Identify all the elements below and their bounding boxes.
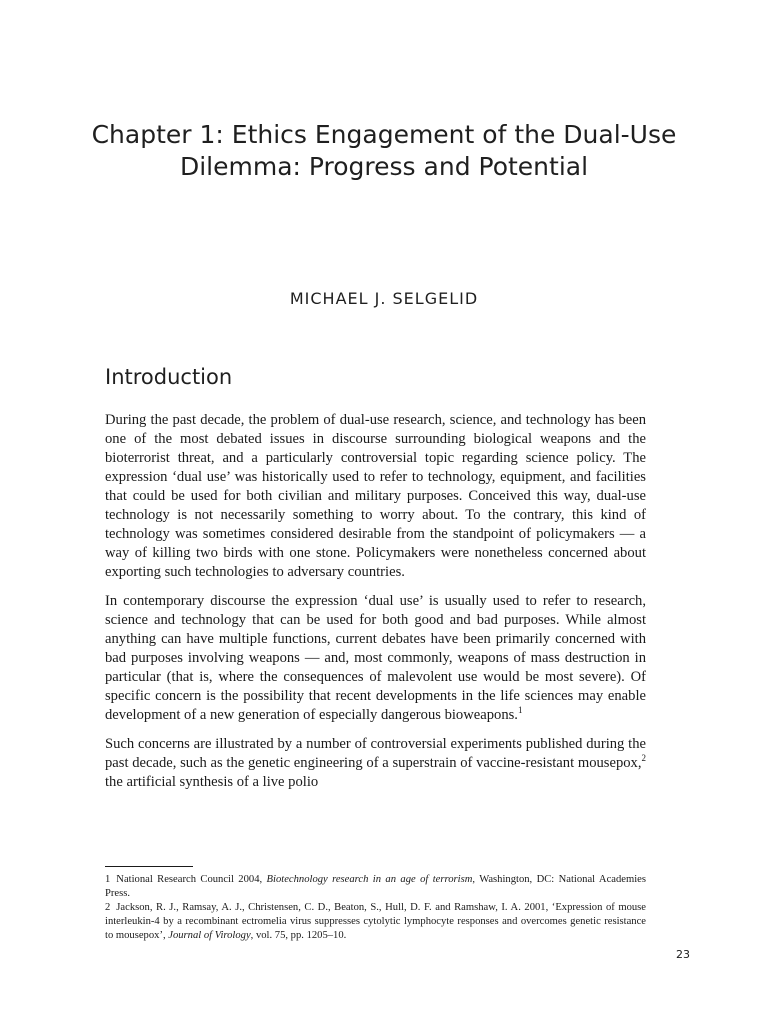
footnote-divider: [105, 866, 193, 867]
footnote: [105, 873, 646, 901]
footnote-text: Jackson, R. J., Ramsay, A. J., Christensen, C. D., Beaton, S., Hull, D. F. and Ramshaw, I. A. 2001, ‘Expression of mouse interleukin-4 by a recombinant ectromelia virus suppresses cytolytic lymphocyte responses and overcomes genetic resistance to mousepox’,: [105, 902, 646, 941]
footnote-number: 1: [105, 874, 111, 885]
footnotes: [105, 873, 646, 943]
footnote: [105, 901, 646, 943]
footnote-reference[interactable]: 2: [641, 753, 646, 764]
footnote-text: , Washington, DC: National Academies Press.: [105, 874, 646, 899]
footnote-title: Journal of Virology: [168, 930, 251, 941]
footnote-text: National Research Council 2004,: [116, 874, 267, 885]
body-text: [105, 411, 646, 802]
paragraph-text: Such concerns are illustrated by a number of controversial experiments published during the past decade, such as the genetic engineering of a superstrain of vaccine-resistant mousepox,: [105, 736, 646, 771]
paragraph-text: During the past decade, the problem of dual-use research, science, and technology has been one of the most debated issues in discourse surrounding biological weapons and the bioterrorist threat, and a particularly controversial topic regarding science policy. The expression ‘dual use’ was historically used to refer to technology, equipment, and facilities that could be used for both civilian and military purposes. Conceived this way, dual-use technology is not necessarily something to worry about. To the contrary, this kind of technology was sometimes considered desirable from the standpoint of policymakers — a way of killing two birds with one stone. Policymakers were nonetheless concerned about exporting such technologies to adversary countries.: [105, 412, 646, 580]
paragraph-text: In contemporary discourse the expression ‘dual use’ is usually used to refer to research, science and technology that can be used for both good and bad purposes. While almost anything can have multiple functions, current debates have been primarily concerned with bad purposes involving weapons — and, most commonly, weapons of mass destruction in particular (that is, where the consequences of malevolent use would be most severe). Of specific concern is the possibility that recent developments in the life sciences may enable development of a new generation of especially dangerous bioweapons.: [105, 593, 646, 723]
chapter-title: Chapter 1: Ethics Engagement of the Dual-Use Dilemma: Progress and Potential: [91, 120, 677, 181]
footnote-text: , vol. 75, pp. 1205–10.: [250, 930, 347, 941]
footnote-reference[interactable]: 1: [517, 705, 523, 716]
paragraph-text: the artificial synthesis of a live polio: [105, 774, 319, 790]
footnote-title: Biotechnology research in an age of terrorism: [266, 874, 473, 885]
page-number: 23: [676, 948, 690, 961]
section-heading: Introduction: [105, 365, 233, 389]
footnote-number: 2: [105, 902, 111, 913]
author-name: MICHAEL J. SELGELID: [289, 289, 479, 308]
paragraph: [105, 735, 646, 792]
paragraph: [105, 592, 646, 725]
paragraph: [105, 411, 646, 582]
